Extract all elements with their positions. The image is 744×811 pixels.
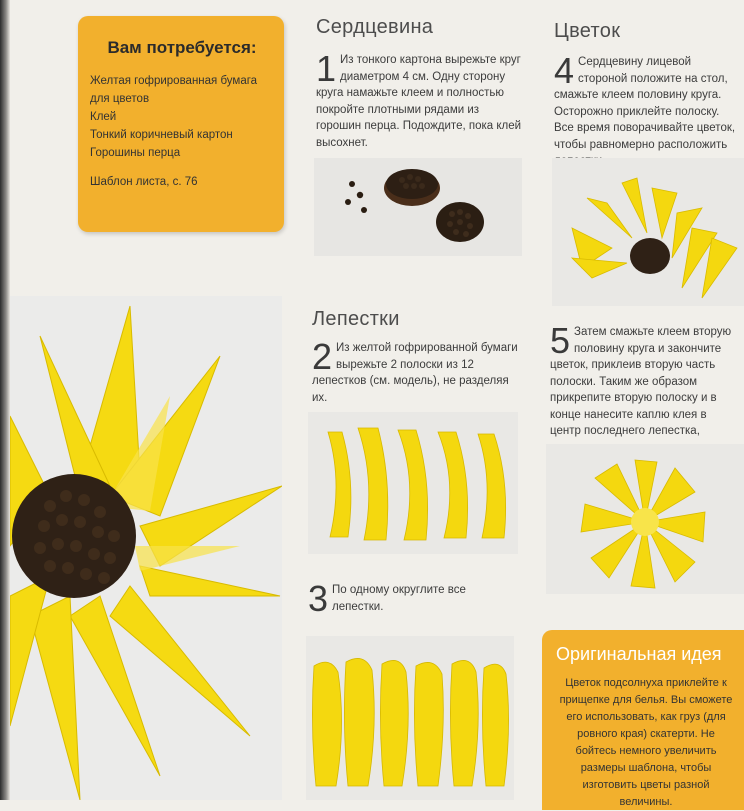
step-2 [312,336,518,406]
step-1 [316,48,526,151]
step-text: Затем смажьте клеем вторую половину круга и закончите цветок, приклеив вторую часть полоски. Таким же образом прикрепите вторую полоску и в конце нанесите каплю клея в центр последнего лепестка, [550,326,732,437]
step-text: Из желтой гофрированной бумаги вырежьте 2 полоски из 12 лепестков (см. модель), не разделяя их. [312,342,518,404]
step-number: 2 [312,336,333,377]
step-3 [308,578,508,619]
core-illustration [314,158,522,256]
core-photo [314,158,522,256]
step-4 [554,50,740,170]
materials-title: Вам потребуется: [107,38,257,57]
step-text: Сердцевину лицевой стороной положите на стол, смажьте клеем половину круга. Осторожно приклейте полоску. Все время поворачивайте цветок, чтобы равномерно расположить [554,56,736,151]
original-idea-box [542,630,744,810]
materials-box [78,16,284,232]
flower-progress-photo [552,158,744,306]
heading-core: Сердцевина [316,16,434,38]
material-item: Горошины перца [90,147,181,159]
idea-title: Оригинальная идея [556,644,722,664]
step-number: 1 [316,48,337,89]
rounded-petals-illustration [306,636,514,800]
step-text: Из тонкого картона вырежьте круг диаметром 4 см. Одну сторону круга намажьте клеем и полностью покройте плотными рядами из горошин перца. Подождите, пока клей высохнет. [316,54,522,149]
heading-flower: Цветок [554,20,621,42]
step-number: 5 [550,320,571,361]
finished-flower-photo [546,444,744,594]
step-5 [550,320,740,456]
flower-progress-illustration [552,158,744,306]
material-item: Клей [90,111,117,123]
petal-strip-photo [308,412,518,554]
template-reference: Шаблон листа, с. 76 [90,176,198,188]
step-number: 4 [554,50,575,91]
heading-petals: Лепестки [312,308,400,330]
material-item: Желтая гофрированная бумага для цветов [90,75,258,105]
rounded-petals-photo [306,636,514,800]
sunflower-main-photo [10,296,282,800]
step-number: 3 [308,578,329,619]
finished-flower-illustration [546,444,744,594]
sunflower-main-illustration [10,296,282,800]
step-text: По одному округлите все лепестки. [332,584,466,613]
petal-strip-illustration [308,412,518,554]
idea-text: Цветок подсолнуха приклейте к прищепке для белья. Вы сможете его использовать, как груз (для ровного края) скатерти. Не бойтесь немного увеличить размеры шаблона, чтобы изготовить цветы разной величины. [559,677,733,808]
material-item: Тонкий коричневый картон [90,129,233,141]
book-spine [0,0,10,800]
